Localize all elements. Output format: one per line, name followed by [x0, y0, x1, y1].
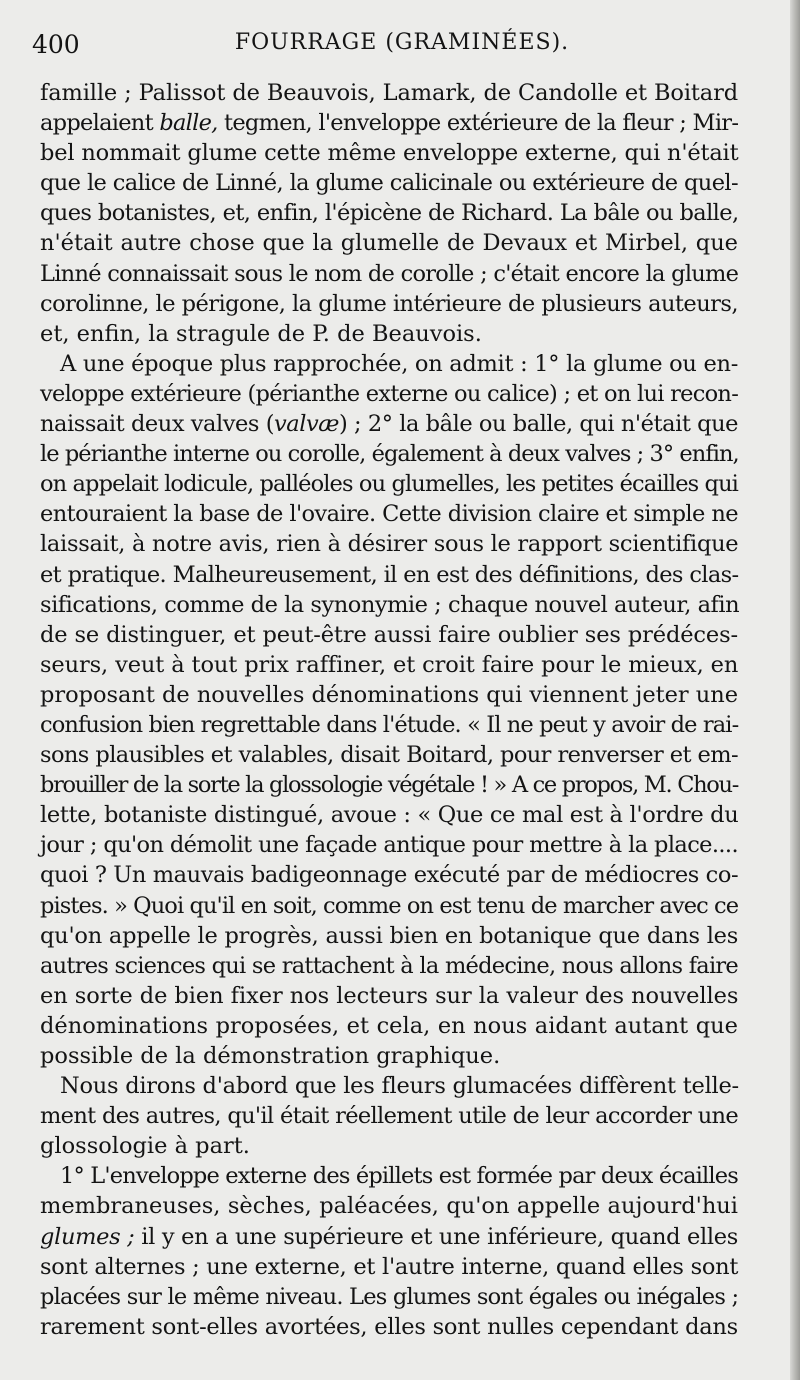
- text-line: possible de la démonstration graphique.: [40, 1043, 501, 1069]
- text-line: appelaient balle, tegmen, l'enveloppe extérieure de la fleur ; Mir-: [40, 110, 739, 137]
- text-line: qu'on appelle le progrès, aussi bien en botanique que dans les: [40, 922, 739, 949]
- text-line: laissait, à notre avis, rien à désirer sous le rapport scientifique: [40, 531, 739, 558]
- text-line: famille ; Palissot de Beauvois, Lamark, de Candolle et Boitard: [40, 80, 738, 106]
- text-line: en sorte de bien fixer nos lecteurs sur la valeur des nouvelles: [40, 982, 739, 1009]
- paragraph: [40, 349, 738, 1071]
- body-text: [40, 78, 738, 1342]
- text-line: sons plausibles et valables, disait Boitard, pour renverser et em-: [40, 742, 738, 769]
- text-line: que le calice de Linné, la glume calicinale ou extérieure de quel-: [40, 170, 738, 197]
- text-line: Linné connaissait sous le nom de corolle ; c'était encore la glume: [40, 260, 739, 287]
- text-line: brouiller de la sorte la glossologie végétale ! » A ce propos, M. Chou-: [40, 772, 738, 799]
- text-line: de se distinguer, et peut-être aussi faire oublier ses prédéces-: [40, 621, 738, 648]
- page-edge-shadow: [790, 0, 800, 1380]
- running-title: FOURRAGE (GRAMINÉES).: [234, 30, 570, 55]
- text-line: on appelait lodicule, palléoles ou glumelles, les petites écailles qui: [40, 471, 738, 498]
- text-line: membraneuses, sèches, paléacées, qu'on appelle aujourd'hui: [40, 1193, 738, 1220]
- page-number: 400: [32, 30, 80, 59]
- text-line: confusion bien regrettable dans l'étude. « Il ne peut y avoir de rai-: [40, 711, 739, 738]
- text-line: lette, botaniste distingué, avoue : « Que ce mal est à l'ordre du: [40, 802, 739, 829]
- text-line: glumes ; il y en a une supérieure et une inférieure, quand elles: [40, 1223, 738, 1250]
- text-line: A une époque plus rapprochée, on admit : 1° la glume ou en-: [60, 350, 739, 377]
- paragraph: [40, 1161, 738, 1342]
- text-line: autres sciences qui se rattachent à la médecine, nous allons faire: [40, 952, 738, 979]
- text-line: seurs, veut à tout prix raffiner, et croit faire pour le mieux, en: [40, 651, 739, 678]
- text-line: glossologie à part.: [40, 1133, 250, 1160]
- text-line: le périanthe interne ou corolle, également à deux valves ; 3° enfin,: [40, 441, 739, 468]
- text-line: et pratique. Malheureusement, il en est des définitions, des clas-: [40, 561, 739, 588]
- text-line: quoi ? Un mauvais badigeonnage exécuté par de médiocres co-: [40, 862, 739, 889]
- paragraph: [40, 78, 738, 349]
- text-line: naissait deux valves (valvæ) ; 2° la bâle ou balle, qui n'était que: [40, 411, 738, 438]
- text-line: bel nommait glume cette même enveloppe externe, qui n'était: [40, 140, 739, 167]
- text-line: sifications, comme de la synonymie ; chaque nouvel auteur, afin: [40, 591, 740, 618]
- text-line: proposant de nouvelles dénominations qui viennent jeter une: [40, 681, 738, 708]
- text-line: ques botanistes, et, enfin, l'épicène de Richard. La bâle ou balle,: [40, 200, 739, 227]
- text-line: veloppe extérieure (périanthe externe ou calice) ; et on lui recon-: [40, 380, 739, 407]
- text-line: pistes. » Quoi qu'il en soit, comme on est tenu de marcher avec ce: [40, 892, 739, 919]
- text-line: corolinne, le périgone, la glume intérieure de plusieurs auteurs,: [40, 290, 738, 317]
- text-line: 1° L'enveloppe externe des épillets est formée par deux écailles: [60, 1163, 738, 1190]
- page-header: [32, 30, 752, 64]
- paragraph: [40, 1071, 738, 1161]
- text-line: Nous dirons d'abord que les fleurs glumacées diffèrent telle-: [60, 1073, 739, 1100]
- text-line: ment des autres, qu'il était réellement utile de leur accorder une: [40, 1103, 738, 1130]
- text-line: jour ; qu'on démolit une façade antique pour mettre à la place....: [40, 832, 738, 859]
- text-line: entouraient la base de l'ovaire. Cette division claire et simple ne: [40, 501, 738, 528]
- text-line: sont alternes ; une externe, et l'autre interne, quand elles sont: [40, 1253, 739, 1280]
- text-line: placées sur le même niveau. Les glumes sont égales ou inégales ;: [40, 1283, 739, 1310]
- text-line: dénominations proposées, et cela, en nous aidant autant que: [40, 1012, 738, 1039]
- text-line: et, enfin, la stragule de P. de Beauvois.: [40, 320, 482, 347]
- text-line: rarement sont-elles avortées, elles sont nulles cependant dans: [40, 1313, 738, 1340]
- text-line: n'était autre chose que la glumelle de Devaux et Mirbel, que: [40, 230, 738, 257]
